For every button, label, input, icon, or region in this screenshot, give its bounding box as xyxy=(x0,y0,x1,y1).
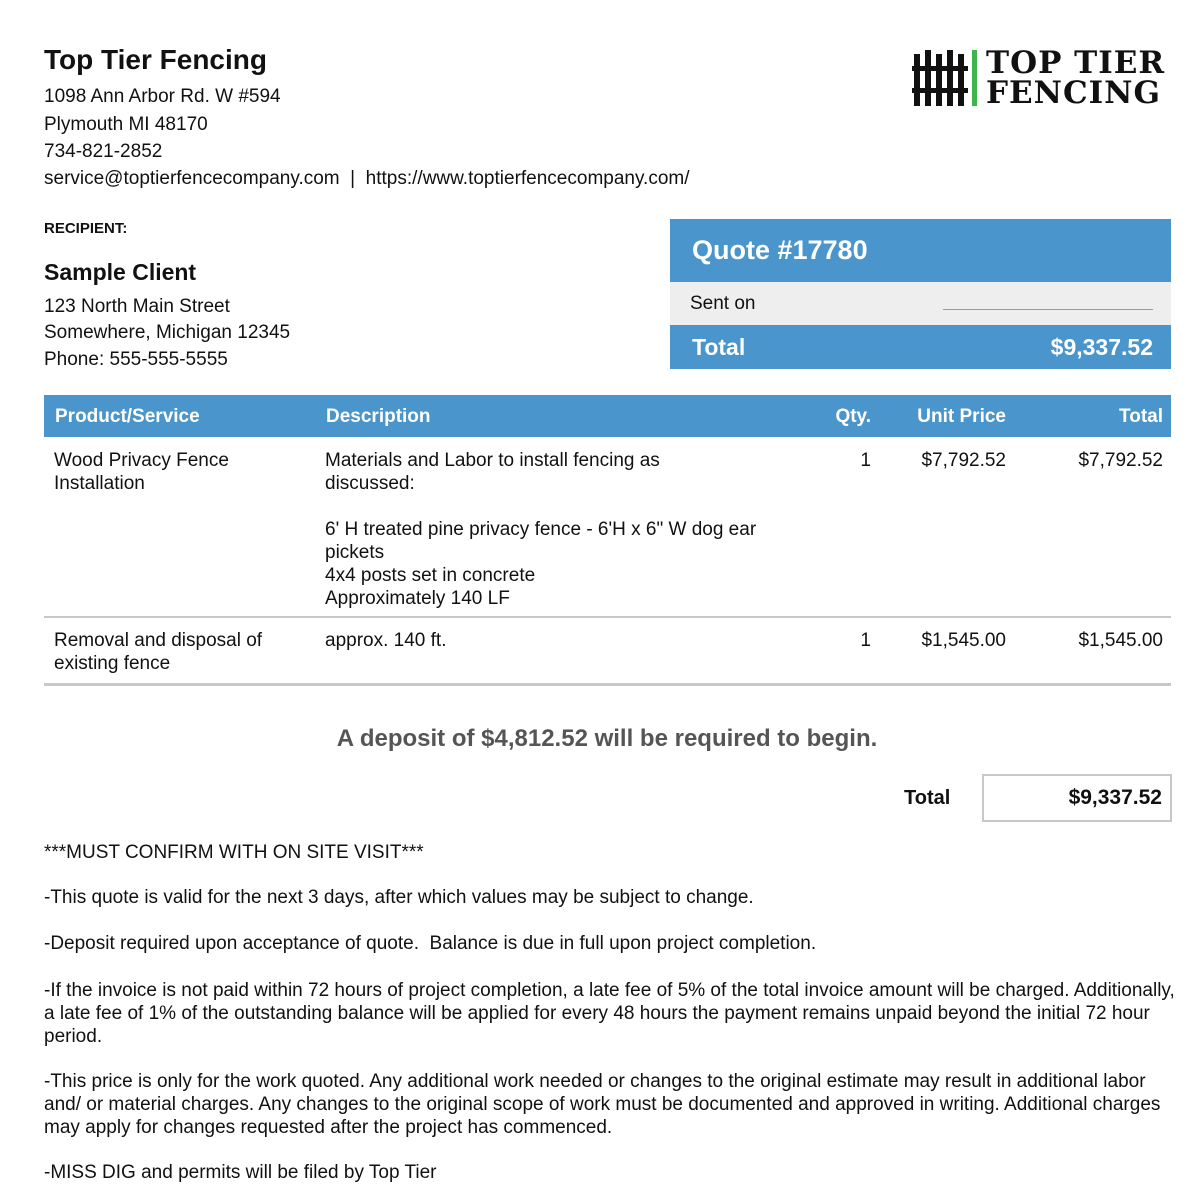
note-permits: -MISS DIG and permits will be filed by Top Tier xyxy=(44,1162,437,1183)
recipient-label: RECIPIENT: xyxy=(44,220,128,237)
quote-total-row xyxy=(670,325,1171,369)
header-qty: Qty. xyxy=(835,406,871,427)
quote-total-value: $9,337.52 xyxy=(1050,333,1153,360)
quote-summary-box xyxy=(670,219,1171,369)
company-name: Top Tier Fencing xyxy=(44,44,267,75)
grand-total-label: Total xyxy=(904,787,951,809)
client-phone: Phone: 555-555-5555 xyxy=(44,349,228,370)
logo-text-line1: TOP TIER xyxy=(986,45,1166,81)
row-qty: 1 xyxy=(860,450,871,471)
company-address-line1: 1098 Ann Arbor Rd. W #594 xyxy=(44,86,281,107)
row-detail: 4x4 posts set in concrete xyxy=(325,565,536,586)
table-row xyxy=(44,618,1171,686)
header-description: Description xyxy=(326,406,431,427)
row-detail: 6' H treated pine privacy fence - 6'H x 6" W dog ear pickets xyxy=(325,519,757,563)
company-contact: service@toptierfencecompany.com | https://www.toptierfencecompany.com/ xyxy=(44,168,690,189)
quote-total-label: Total xyxy=(692,333,746,360)
note-late-fee: -If the invoice is not paid within 72 hours of project completion, a late fee of 5% of the total invoice amount will be charged. Additionally, a late fee of 1% of the outstanding balance will be applied for every 48 hours the payment remains unpaid beyond the initial 72 hour period. xyxy=(44,980,1175,1047)
row-detail: Approximately 140 LF xyxy=(325,588,510,609)
row-unit-price: $7,792.52 xyxy=(921,450,1006,471)
note-scope: -This price is only for the work quoted. Any additional work needed or changes to the original estimate may result in additional labor and/ or material charges. Any changes to the original scope of work must be documented and approved in writing. Additional charges may apply for changes requested after the project has commenced. xyxy=(44,1071,1161,1138)
note-validity: -This quote is valid for the next 3 days, after which values may be subject to change. xyxy=(44,887,754,908)
note-deposit: -Deposit required upon acceptance of quote. Balance is due in full upon project completion. xyxy=(44,933,817,954)
row-product: Removal and disposal of existing fence xyxy=(54,630,263,674)
logo-text-line2: FENCING xyxy=(986,75,1161,111)
grand-total-value: $9,337.52 xyxy=(982,774,1172,822)
client-city: Somewhere, Michigan 12345 xyxy=(44,322,291,343)
company-logo xyxy=(912,45,1166,111)
sent-on-blank xyxy=(943,309,1153,310)
row-total: $1,545.00 xyxy=(1078,630,1163,651)
quote-sent-row xyxy=(670,282,1171,325)
line-items-table xyxy=(44,395,1171,686)
deposit-note: A deposit of $4,812.52 will be required to begin. xyxy=(336,725,878,752)
sent-on-label: Sent on xyxy=(690,292,756,314)
row-unit-price: $1,545.00 xyxy=(921,630,1006,651)
table-header xyxy=(44,395,1171,437)
row-description: Materials and Labor to install fencing as discussed: xyxy=(325,450,660,494)
quote-number: Quote #17780 xyxy=(670,219,1171,282)
note-confirm: ***MUST CONFIRM WITH ON SITE VISIT*** xyxy=(44,842,424,863)
company-address-line2: Plymouth MI 48170 xyxy=(44,114,208,135)
fence-icon xyxy=(912,48,978,108)
table-row xyxy=(44,437,1171,618)
header-unit-price: Unit Price xyxy=(917,406,1006,427)
row-description: approx. 140 ft. xyxy=(325,630,447,651)
header-total: Total xyxy=(1119,406,1163,427)
row-total: $7,792.52 xyxy=(1078,450,1163,471)
row-product: Wood Privacy Fence Installation xyxy=(54,450,229,494)
header-product: Product/Service xyxy=(55,406,200,427)
client-name: Sample Client xyxy=(44,259,197,285)
client-street: 123 North Main Street xyxy=(44,296,230,317)
row-qty: 1 xyxy=(860,630,871,651)
company-phone: 734-821-2852 xyxy=(44,141,163,162)
